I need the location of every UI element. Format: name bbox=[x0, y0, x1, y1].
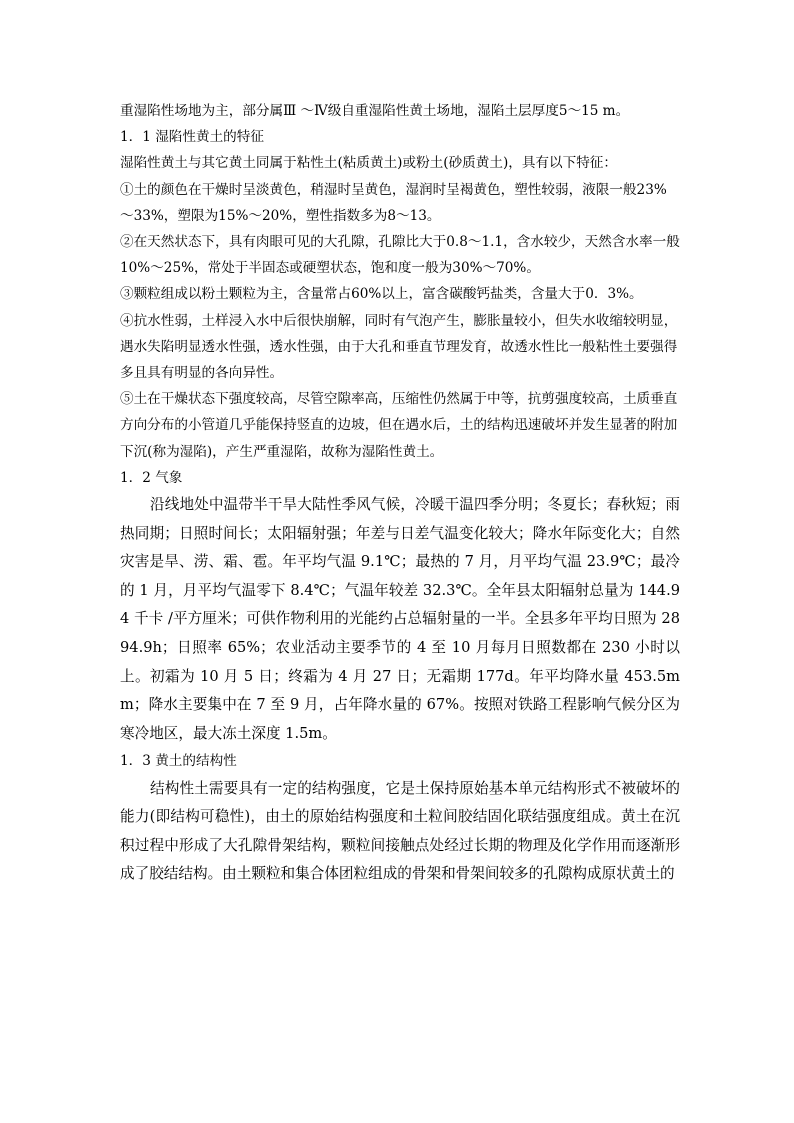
feature-item-5: ⑤土在干燥状态下强度较高，尽管空隙率高，压缩性仍然属于中等，抗剪强度较高，土质垂直方向分布的小管道几乎能保持竖直的边坡，但在遇水后，土的结构迅速破坏并发生显著的附加下沉(称为湿陷)，产生严重湿陷，故称为湿陷性黄土。 bbox=[120, 391, 678, 460]
section-heading-1-1: 1．1 湿陷性黄土的特征 bbox=[120, 129, 264, 146]
feature-item-3: ③颗粒组成以粉土颗粒为主，含量常占60%以上，富含碳酸钙盐类，含量大于0．3%。 bbox=[120, 286, 643, 303]
feature-item-1: ①土的颜色在干燥时呈淡黄色，稍湿时呈黄色，湿润时呈褐黄色，塑性较弱，液限一般23%～33%，塑限为15%～20%，塑性指数多为8～13。 bbox=[120, 181, 667, 224]
feature-item-4: ④抗水性弱，土样浸入水中后很快崩解，同时有气泡产生，膨胀量较小，但失水收缩较明显，遇水失陷明显透水性强，透水性强，由于大孔和垂直节理发育，故透水性比一般粘性土要强得多且具有明显的各向异性。 bbox=[120, 312, 678, 382]
feature-item-2: ②在天然状态下，具有肉眼可见的大孔隙，孔隙比大于0.8～1.1，含水较少，天然含水率一般10%～25%，常处于半固态或硬塑状态，饱和度一般为30%～70%。 bbox=[120, 234, 680, 277]
section-heading-1-3: 1．3 黄土的结构性 bbox=[120, 753, 237, 770]
section-heading-1-2: 1．2 气象 bbox=[120, 469, 183, 486]
document-body bbox=[120, 98, 680, 889]
loess-structure-paragraph: 结构性土需要具有一定的结构强度，它是土保持原始基本单元结构形式不被破坏的能力(即结构可稳性)，由土的原始结构强度和土粒间胶结固化联结强度组成。黄土在沉积过程中形成了大孔隙骨架结构，颗粒间接触点处经过长期的物理及化学作用而逐渐形成了胶结结构。由土颗粒和集合体团粒组成的骨架和骨架间较多的孔隙构成原状黄土的 bbox=[120, 779, 680, 883]
section-1-1-lead: 湿陷性黄土与其它黄土同属于粘性土(粘质黄土)或粉土(砂质黄土)，具有以下特征： bbox=[120, 155, 617, 172]
intro-paragraph: 重湿陷性场地为主，部分属Ⅲ ～Ⅳ级自重湿陷性黄土场地，湿陷土层厚度5～15 m。 bbox=[120, 103, 630, 119]
climate-paragraph: 沿线地处中温带半干旱大陆性季风气候，冷暖干温四季分明；冬夏长；春秋短；雨热同期；日照时间长；太阳辐射强；年差与日差气温变化较大；降水年际变化大；自然灾害是旱、涝、霜、雹。年平均气温 9.1℃；最热的 7 月，月平均气温 23.9℃；最冷的 1 月，月平均气温零下 8.4℃；气温年较差 32.3℃。全年县太阳辐射总量为 144.94 千卡 /平方厘米；可供作物利用的光能约占总辐射量的一半。全县多年平均日照为 2894.9h；日照率 65%；农业活动主要季节的 4 至 10 月每月日照数都在 230 小时以上。初霜为 10 月 5 日；终霜为 4 月 27 日；无霜期 177d。年平均降水量 453.5mm；降水主要集中在 7 至 9 月，占年降水量的 67%。按照对铁路工程影响气候分区为寒冷地区，最大冻土深度 1.5m。 bbox=[120, 496, 680, 742]
